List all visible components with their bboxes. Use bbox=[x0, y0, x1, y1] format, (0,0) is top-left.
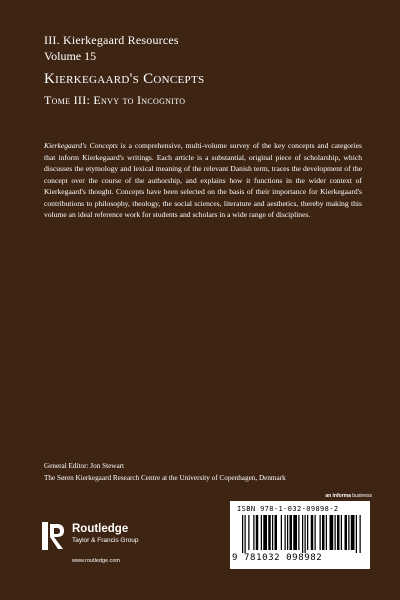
publisher-logo bbox=[42, 522, 152, 572]
book-subtitle: Tome III: Envy to Incognito bbox=[44, 93, 186, 107]
book-title: Kierkegaard's Concepts bbox=[44, 71, 205, 87]
routledge-r-logo-icon bbox=[42, 522, 66, 550]
publisher-name: Routledge bbox=[72, 523, 129, 535]
informa-bold: an informa bbox=[325, 493, 351, 499]
informa-rest: business bbox=[350, 493, 372, 499]
book-description bbox=[44, 140, 362, 221]
series-title: III. Kierkegaard Resources bbox=[44, 33, 179, 47]
description-body: is a comprehensive, multi-volume survey of the key concepts and categories that inform Kierkegaard's writings. Each article is a substantial, original piece of scholarship, which discusses the etymology and lexical meaning of the relevant Danish term, traces the development of the concept over the course of the authorship, and explains how it functions in the wider context of Kierkegaard's thought. Concepts have been selected on the basis of their importance for Kierkegaard's contributions to philosophy, theology, the social sciences, literature and aesthetics, thereby making this volume an ideal reference work for students and scholars in a wide range of disciplines. bbox=[44, 141, 362, 219]
research-centre-line: The Søren Kierkegaard Research Centre at the University of Copenhagen, Denmark bbox=[44, 473, 286, 482]
publisher-group: Taylor & Francis Group bbox=[72, 537, 139, 544]
barcode-bars bbox=[242, 515, 362, 553]
editor-credits bbox=[44, 461, 364, 484]
general-editor-line: General Editor: Jon Stewart bbox=[44, 462, 125, 470]
isbn-barcode bbox=[230, 501, 370, 569]
publisher-url: www.routledge.com bbox=[72, 558, 120, 564]
barcode-digits: 9 781032 098982 bbox=[232, 553, 323, 563]
isbn-label: ISBN 978-1-032-09898-2 bbox=[237, 505, 339, 513]
informa-business-tag bbox=[325, 493, 372, 499]
description-italic-title: Kierkegaard's Concepts bbox=[44, 141, 118, 150]
volume-number: Volume 15 bbox=[44, 49, 97, 63]
